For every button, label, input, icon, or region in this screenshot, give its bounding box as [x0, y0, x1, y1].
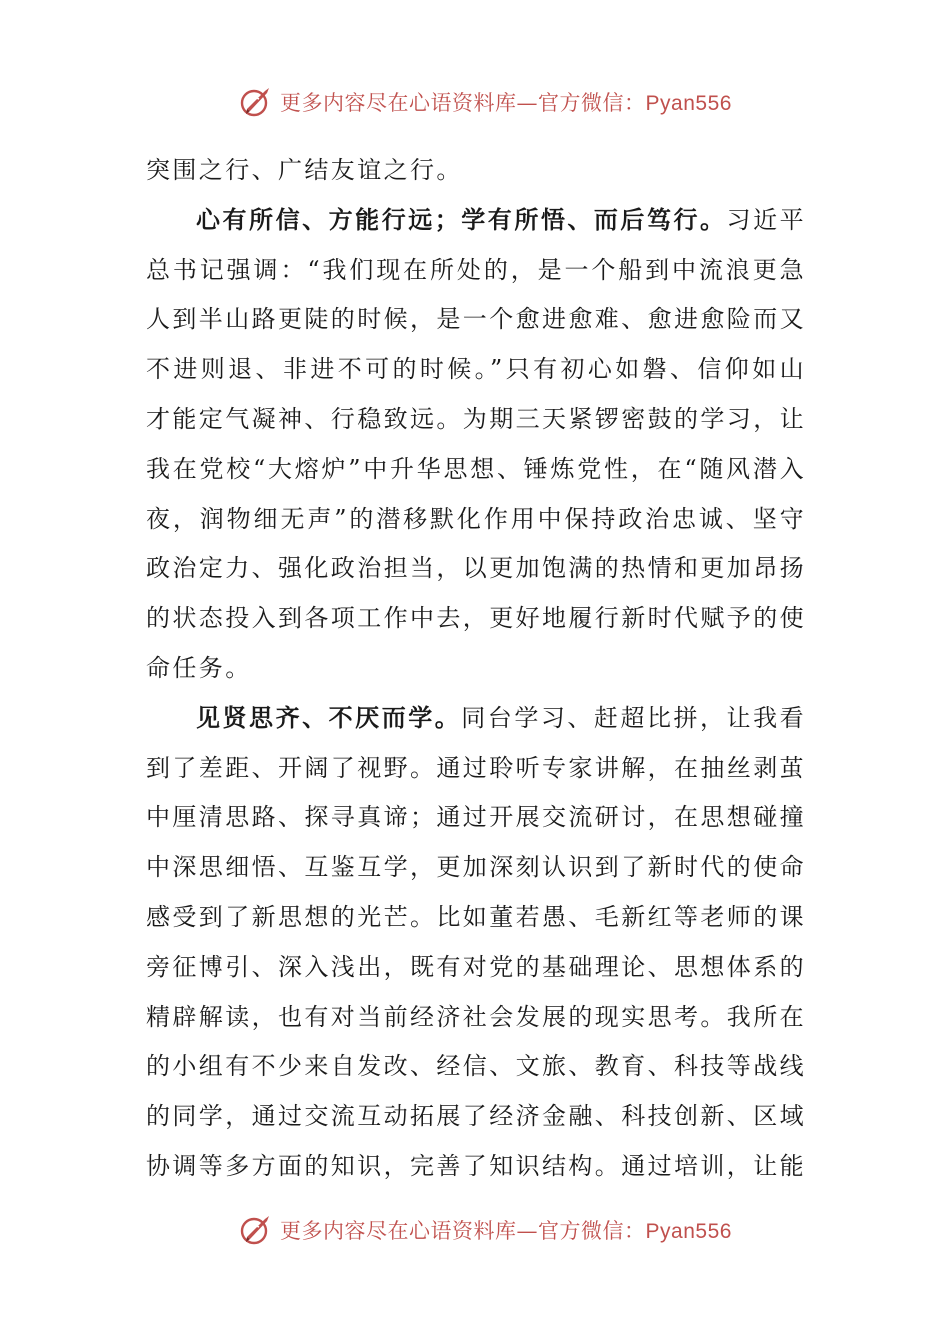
paragraph-learning [146, 694, 806, 1192]
footer-watermark-text: 更多内容尽在心语资料库—官方微信：Pyan556 [280, 1219, 732, 1243]
header-wechat-id: Pyan556 [645, 92, 732, 115]
paragraph-text: 同台学习、赶超比拼，让我看到了差距、开阔了视野。通过聆听专家讲解，在抽丝剥茧中厘清思路、探寻真谛；通过开展交流研讨，在思想碰撞中深思细悟、互鉴互学，更加深刻认识到了新时代的使命感受到了新思想的光芒。比如董若愚、毛新红等老师的课旁征博引、深入浅出，既有对党的基础理论、思想体系的精辟解读，也有对当前经济社会发展的现实思考。我所在的小组有不少来自发改、经信、文旅、教育、科技等战线的同学，通过交流互动拓展了经济金融、科技创新、区域协调等多方面的知识，完善了知识结构。通过培训，让能 [146, 703, 807, 1180]
footer-wechat-id: Pyan556 [645, 1220, 732, 1243]
paragraph-continuation: 突围之行、广结友谊之行。 [146, 156, 463, 184]
paragraph-heading: 心有所信、方能行远；学有所悟、而后笃行。 [196, 205, 727, 234]
pen-logo-icon [238, 1212, 274, 1248]
header-watermark-text: 更多内容尽在心语资料库—官方微信：Pyan556 [280, 91, 732, 115]
document-body [146, 146, 806, 1192]
paragraph-belief [146, 196, 806, 694]
paragraph-text: 习近平总书记强调：“我们现在所处的，是一个船到中流浪更急人到半山路更陡的时候，是一个愈进愈难、愈进愈险而又不进则退、非进不可的时候。”只有初心如磐、信仰如山才能定气凝神、行稳致远。为期三天紧锣密鼓的学习，让我在党校“大熔炉”中升华思想、锤炼党性，在“随风潜入夜，润物细无声”的潜移默化作用中保持政治忠诚、坚守政治定力、强化政治担当，以更加饱满的热情和更加昂扬的状态投入到各项工作中去，更好地履行新时代赋予的使命任务。 [146, 205, 807, 682]
paragraph-heading: 见贤思齐、不厌而学。 [196, 703, 462, 732]
pen-logo-icon [238, 84, 274, 120]
footer-watermark [0, 1210, 950, 1250]
header-watermark [0, 82, 950, 122]
